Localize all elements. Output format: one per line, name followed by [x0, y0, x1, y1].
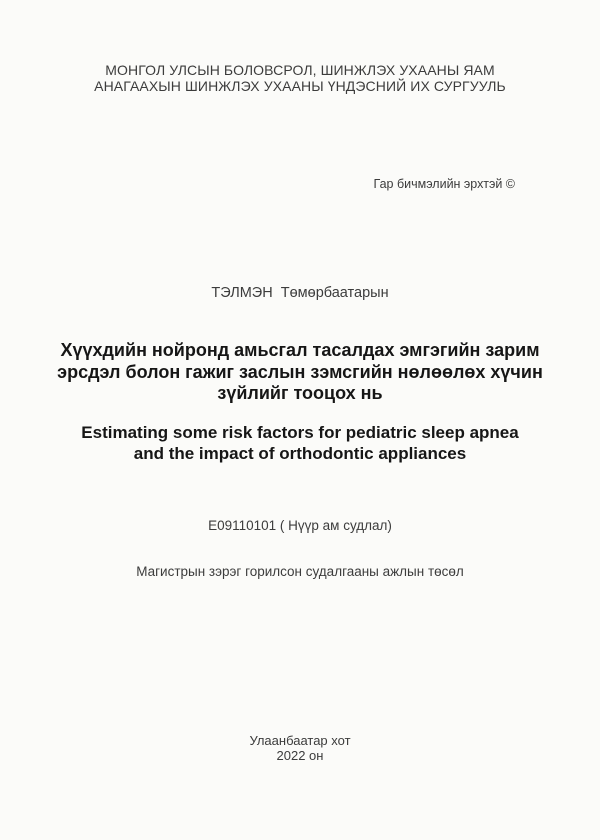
thesis-title-en-line-1: Estimating some risk factors for pediatric sleep apnea	[81, 423, 519, 442]
thesis-title-mn-line-2: эрсдэл болон гажиг заслын зэмсгийн нөлөөлөх хүчин	[57, 361, 543, 382]
university-line: АНАГААХЫН ШИНЖЛЭХ УХААНЫ ҮНДЭСНИЙ ИХ СУРГУУЛЬ	[94, 77, 506, 94]
thesis-title-mn-line-1: Хүүхдийн нойронд амьсгал тасалдах эмгэгийн зарим	[60, 340, 540, 360]
thesis-title-english	[0, 423, 600, 464]
copyright-notice: Гар бичмэлийн эрхтэй ©	[373, 177, 515, 191]
footer	[0, 733, 600, 763]
footer-city: Улаанбаатар хот	[249, 733, 351, 748]
program-code: E09110101 ( Нүүр ам судлал)	[208, 518, 392, 533]
ministry-line: МОНГОЛ УЛСЫН БОЛОВСРОЛ, ШИНЖЛЭХ УХААНЫ ЯАМ	[105, 62, 495, 78]
footer-year: 2022 он	[276, 748, 324, 763]
thesis-title-en-line-2: and the impact of orthodontic appliances	[133, 443, 467, 463]
author-name: ТЭЛМЭН Төмөрбаатарын	[211, 285, 389, 301]
ministry-university-header	[0, 63, 600, 94]
degree-note: Магистрын зэрэг горилсон судалгааны ажлын төсөл	[136, 564, 464, 579]
thesis-title-mn-line-3: зүйлийг тооцох нь	[217, 383, 383, 403]
thesis-title-mongolian	[0, 340, 600, 405]
